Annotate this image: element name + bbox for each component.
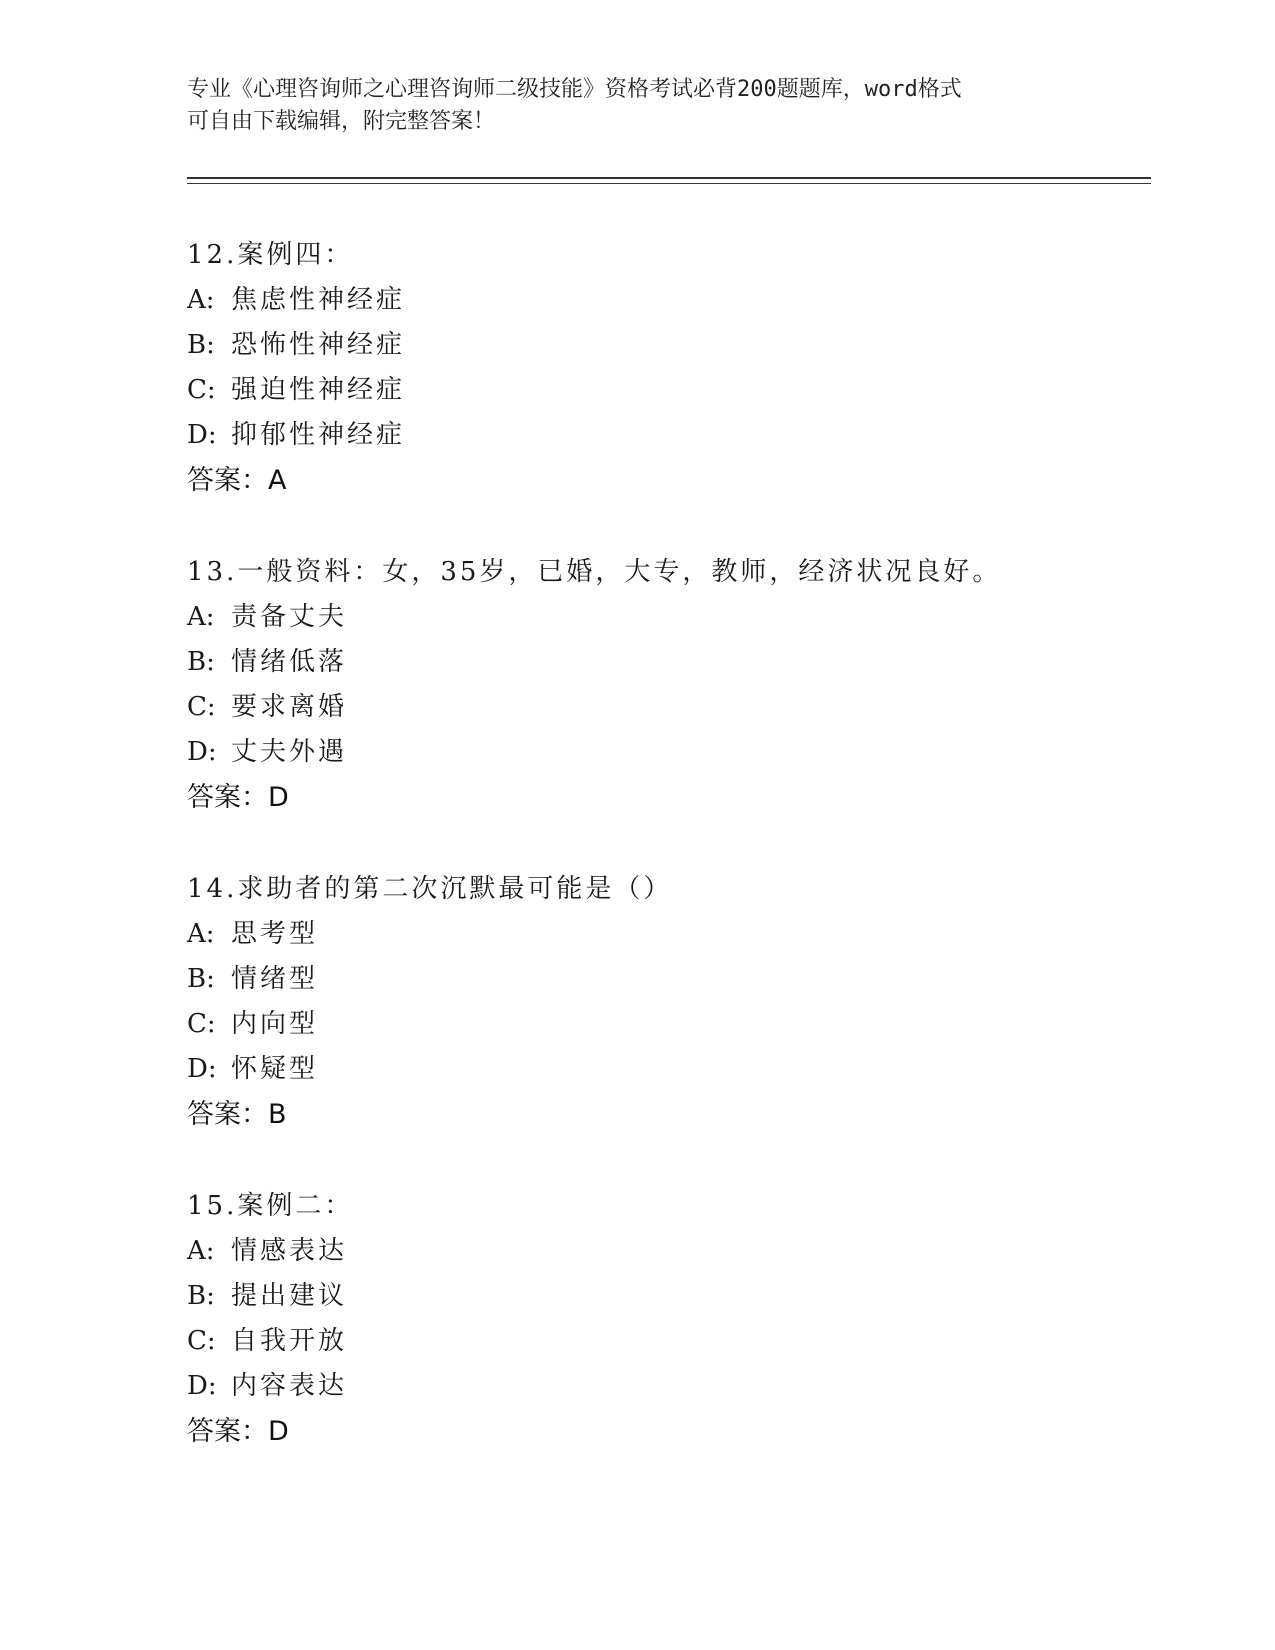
option-c (187, 1319, 1147, 1364)
option-b (187, 323, 1147, 368)
option-text: 怀疑型 (231, 1054, 319, 1084)
option-text: 抑郁性神经症 (231, 420, 406, 450)
option-text: 情绪型 (231, 964, 319, 994)
option-letter: D: (187, 420, 217, 450)
option-text: 焦虑性神经症 (231, 285, 406, 315)
option-letter: C: (187, 375, 216, 405)
option-c (187, 368, 1147, 413)
answer-label: 答案： (187, 1416, 268, 1447)
option-text: 内向型 (231, 1009, 319, 1039)
document-header (187, 74, 1087, 138)
option-letter: A: (187, 285, 215, 315)
option-text: 内容表达 (231, 1371, 348, 1401)
answer-line (187, 458, 1147, 504)
option-text: 要求离婚 (231, 692, 348, 722)
option-a (187, 595, 1147, 640)
question-list (187, 233, 1147, 1455)
option-letter: B: (187, 1281, 215, 1311)
option-letter: B: (187, 330, 215, 360)
option-letter: A: (187, 919, 215, 949)
option-d (187, 413, 1147, 458)
question-stem: 12.案例四： (187, 240, 354, 270)
option-letter: C: (187, 1009, 216, 1039)
answer-label: 答案： (187, 782, 268, 813)
option-letter: B: (187, 964, 215, 994)
header-line-2: 可自由下载编辑，附完整答案！ (187, 109, 496, 134)
answer-line (187, 1092, 1147, 1138)
question-item (187, 1184, 1147, 1455)
answer-label: 答案： (187, 465, 268, 496)
option-letter: D: (187, 1371, 217, 1401)
question-item (187, 867, 1147, 1138)
option-letter: D: (187, 737, 217, 767)
question-stem: 13.一般资料：女，35岁，已婚，大专，教师，经济状况良好。 (187, 557, 1002, 587)
option-text: 自我开放 (231, 1326, 348, 1356)
question-item (187, 233, 1147, 504)
question-stem: 15.案例二： (187, 1191, 354, 1221)
answer-value: B (268, 1099, 287, 1130)
answer-line (187, 775, 1147, 821)
answer-value: D (268, 782, 289, 813)
option-letter: D: (187, 1054, 217, 1084)
option-b (187, 957, 1147, 1002)
option-c (187, 685, 1147, 730)
option-a (187, 278, 1147, 323)
option-text: 丈夫外遇 (231, 737, 348, 767)
option-text: 情绪低落 (231, 647, 348, 677)
option-letter: C: (187, 692, 216, 722)
option-text: 提出建议 (231, 1281, 348, 1311)
answer-value: A (268, 465, 287, 496)
answer-value: D (268, 1416, 289, 1447)
option-text: 恐怖性神经症 (231, 330, 406, 360)
question-stem: 14.求助者的第二次沉默最可能是（） (187, 874, 673, 904)
answer-line (187, 1409, 1147, 1455)
answer-label: 答案： (187, 1099, 268, 1130)
option-text: 责备丈夫 (231, 602, 348, 632)
option-a (187, 1229, 1147, 1274)
option-d (187, 730, 1147, 775)
question-item (187, 550, 1147, 821)
option-d (187, 1047, 1147, 1092)
option-letter: C: (187, 1326, 216, 1356)
option-text: 情感表达 (231, 1236, 348, 1266)
option-b (187, 640, 1147, 685)
option-letter: A: (187, 602, 215, 632)
header-line-1: 专业《心理咨询师之心理咨询师二级技能》资格考试必背200题题库，word格式 (187, 77, 962, 102)
option-a (187, 912, 1147, 957)
header-divider-thin (187, 183, 1151, 184)
option-d (187, 1364, 1147, 1409)
option-b (187, 1274, 1147, 1319)
header-divider-thick (187, 177, 1151, 179)
option-letter: A: (187, 1236, 215, 1266)
option-letter: B: (187, 647, 215, 677)
option-text: 强迫性神经症 (231, 375, 406, 405)
option-text: 思考型 (231, 919, 319, 949)
option-c (187, 1002, 1147, 1047)
